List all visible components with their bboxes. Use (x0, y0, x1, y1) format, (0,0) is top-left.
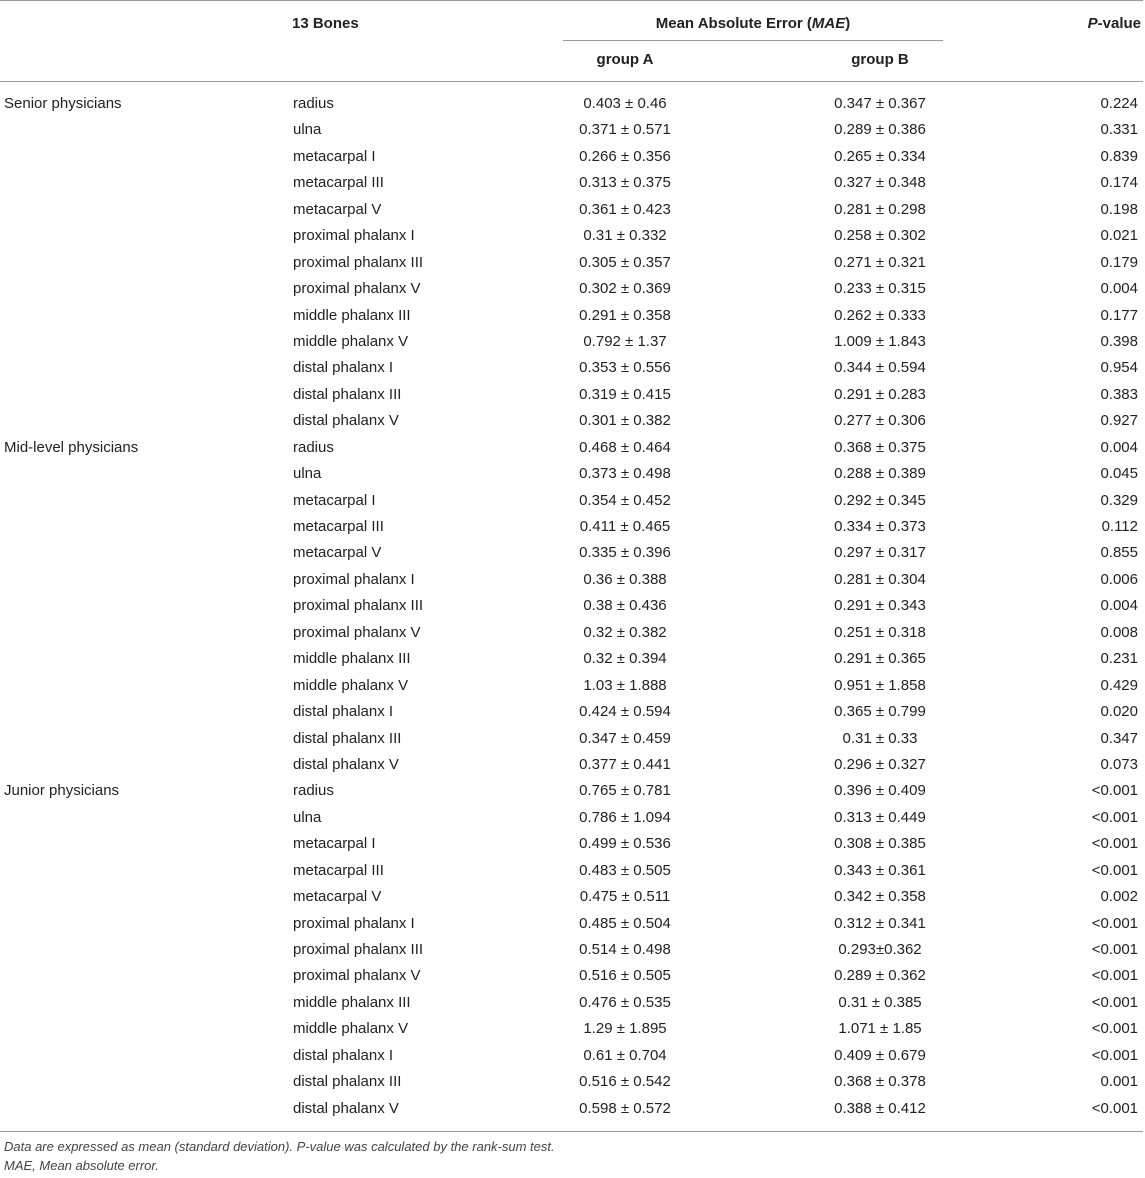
row-bone: middle phalanx V (293, 332, 409, 350)
row-group-b: 0.368 ± 0.378 (834, 1073, 926, 1091)
row-group-a: 0.371 ± 0.571 (579, 121, 671, 139)
table-row (0, 831, 1145, 857)
row-group-b: 0.951 ± 1.858 (834, 676, 926, 694)
row-group-b: 0.233 ± 0.315 (834, 280, 926, 298)
row-bone: proximal phalanx III (293, 941, 424, 958)
row-p-value: 0.398 (1100, 332, 1138, 350)
row-p-value: <0.001 (1091, 808, 1138, 826)
table-row (0, 620, 1145, 646)
row-bone: proximal phalanx V (293, 623, 421, 641)
table-row (0, 303, 1145, 329)
header-p-value (1088, 15, 1141, 32)
row-p-value: 0.179 (1100, 253, 1138, 271)
row-group-b: 0.313 ± 0.449 (834, 808, 926, 826)
row-bone: distal phalanx III (293, 729, 402, 747)
row-bone: metacarpal V (293, 200, 382, 218)
header-mae-prefix: Mean Absolute Error ( (655, 15, 812, 32)
header-rule (0, 81, 1143, 82)
table-row (0, 223, 1145, 249)
row-bone: proximal phalanx III (293, 253, 424, 271)
row-group-a: 0.319 ± 0.415 (579, 385, 671, 403)
row-bone: distal phalanx I (293, 1046, 394, 1064)
row-group-a: 0.516 ± 0.542 (579, 1073, 671, 1091)
row-group-a: 0.476 ± 0.535 (579, 993, 671, 1011)
row-p-value: <0.001 (1091, 993, 1138, 1011)
table-row (0, 990, 1145, 1016)
row-bone: distal phalanx I (293, 359, 394, 377)
row-bone: metacarpal III (293, 518, 384, 535)
row-bone: metacarpal III (293, 861, 384, 879)
row-group-a: 0.424 ± 0.594 (579, 703, 671, 721)
row-bone: metacarpal I (293, 835, 376, 853)
row-group-b: 0.31 ± 0.385 (838, 993, 922, 1011)
row-bone: radius (293, 438, 334, 456)
row-group-b: 0.312 ± 0.341 (834, 914, 926, 932)
row-group-b: 0.334 ± 0.373 (834, 518, 926, 535)
table-row (0, 805, 1145, 831)
table-row (0, 699, 1145, 725)
table-row (0, 937, 1145, 963)
row-bone: ulna (293, 121, 322, 139)
table-row (0, 514, 1145, 540)
row-p-value: 0.174 (1100, 174, 1138, 192)
row-p-value: 0.927 (1100, 412, 1138, 430)
row-bone: proximal phalanx I (293, 570, 415, 588)
row-p-value: 0.001 (1100, 1073, 1138, 1091)
row-group: Senior physicians (4, 95, 122, 112)
row-group-b: 0.281 ± 0.304 (834, 570, 926, 588)
row-group-b: 0.258 ± 0.302 (834, 227, 926, 245)
table-row (0, 540, 1145, 566)
row-group-b: 0.308 ± 0.385 (834, 835, 926, 853)
row-group: Mid-level physicians (4, 438, 139, 456)
row-group-b: 0.31 ± 0.33 (842, 729, 918, 747)
row-bone: ulna (293, 808, 322, 826)
row-bone: proximal phalanx V (293, 280, 421, 298)
row-group-b: 0.251 ± 0.318 (834, 623, 926, 641)
table-row (0, 276, 1145, 302)
table-row (0, 726, 1145, 752)
top-rule (0, 0, 1143, 1)
row-p-value: 0.020 (1100, 703, 1138, 721)
row-group-a: 0.354 ± 0.452 (579, 491, 671, 509)
row-bone: distal phalanx V (293, 1099, 399, 1117)
footnote-1: Data are expressed as mean (standard deviation). P-value was calculated by the rank-sum test. (4, 1139, 555, 1154)
row-group-b: 0.281 ± 0.298 (834, 200, 926, 218)
row-group-a: 0.302 ± 0.369 (579, 280, 671, 298)
row-bone: ulna (293, 465, 322, 483)
table-row (0, 197, 1145, 223)
header-mae-abbr: MAE (811, 15, 846, 32)
row-bone: middle phalanx III (293, 993, 411, 1011)
row-group-b: 0.293±0.362 (838, 941, 922, 958)
row-group-a: 0.31 ± 0.332 (583, 227, 667, 245)
row-group-a: 0.514 ± 0.498 (579, 941, 671, 958)
header-mae-suffix: ) (845, 15, 851, 32)
row-bone: distal phalanx I (293, 703, 394, 721)
table-row (0, 382, 1145, 408)
row-group-b: 1.071 ± 1.85 (838, 1020, 922, 1038)
table-row (0, 1069, 1145, 1095)
header-bones: 13 Bones (292, 15, 359, 32)
row-group-a: 0.313 ± 0.375 (579, 174, 671, 192)
row-bone: proximal phalanx I (293, 914, 415, 932)
row-group-a: 0.361 ± 0.423 (579, 200, 671, 218)
table-row (0, 911, 1145, 937)
row-group-a: 0.347 ± 0.459 (579, 729, 671, 747)
table-row (0, 1043, 1145, 1069)
row-group-b: 0.342 ± 0.358 (834, 888, 926, 906)
row-bone: metacarpal V (293, 888, 382, 906)
row-p-value: <0.001 (1091, 782, 1138, 800)
row-group-a: 1.03 ± 1.888 (583, 676, 667, 694)
row-group-b: 0.297 ± 0.317 (834, 544, 926, 562)
table-body (0, 91, 1145, 1122)
row-group-a: 0.377 ± 0.441 (579, 755, 671, 773)
row-p-value: 0.383 (1100, 385, 1138, 403)
row-group-b: 0.289 ± 0.386 (834, 121, 926, 139)
row-p-value: 0.021 (1100, 227, 1138, 245)
row-p-value: <0.001 (1091, 1020, 1138, 1038)
row-group-a: 0.305 ± 0.357 (579, 253, 671, 271)
row-p-value: 0.429 (1100, 676, 1138, 694)
row-p-value: 0.329 (1100, 491, 1138, 509)
table-row (0, 250, 1145, 276)
row-group-a: 0.36 ± 0.388 (583, 570, 667, 588)
row-group-b: 0.262 ± 0.333 (834, 306, 926, 324)
table-row (0, 858, 1145, 884)
row-group-b: 0.291 ± 0.283 (834, 385, 926, 403)
row-group-b: 0.296 ± 0.327 (834, 755, 926, 773)
row-p-value: 0.045 (1100, 465, 1138, 483)
row-bone: middle phalanx III (293, 650, 411, 668)
table-row (0, 461, 1145, 487)
row-group-b: 0.291 ± 0.343 (834, 597, 926, 615)
table-row (0, 778, 1145, 804)
row-group-a: 0.291 ± 0.358 (579, 306, 671, 324)
row-bone: proximal phalanx I (293, 227, 415, 245)
row-group-a: 0.353 ± 0.556 (579, 359, 671, 377)
row-group-b: 0.291 ± 0.365 (834, 650, 926, 668)
row-p-value: 0.006 (1100, 570, 1138, 588)
row-group-a: 0.38 ± 0.436 (583, 597, 667, 615)
row-group-b: 0.343 ± 0.361 (834, 861, 926, 879)
row-group-b: 0.347 ± 0.367 (834, 95, 926, 112)
row-p-value: <0.001 (1091, 835, 1138, 853)
row-p-value: <0.001 (1091, 861, 1138, 879)
table-row (0, 117, 1145, 143)
row-group-b: 0.265 ± 0.334 (834, 147, 926, 165)
table-row (0, 408, 1145, 434)
row-bone: middle phalanx V (293, 1020, 409, 1038)
row-p-value: <0.001 (1091, 967, 1138, 985)
row-bone: metacarpal III (293, 174, 384, 192)
row-group-a: 0.411 ± 0.465 (579, 518, 671, 535)
header-group-b: group B (851, 51, 909, 68)
row-p-value: <0.001 (1091, 1046, 1138, 1064)
header-group-a: group A (596, 51, 654, 68)
row-group-a: 0.32 ± 0.382 (583, 623, 667, 641)
table-row (0, 673, 1145, 699)
row-bone: middle phalanx V (293, 676, 409, 694)
row-group-b: 0.388 ± 0.412 (834, 1099, 926, 1117)
row-group-b: 0.365 ± 0.799 (834, 703, 926, 721)
header-p-rest: -value (1097, 15, 1141, 32)
row-group: Junior physicians (4, 782, 120, 800)
row-p-value: <0.001 (1091, 941, 1138, 958)
row-p-value: 0.177 (1100, 306, 1138, 324)
row-group-a: 1.29 ± 1.895 (583, 1020, 667, 1038)
row-group-b: 0.288 ± 0.389 (834, 465, 926, 483)
table-row (0, 593, 1145, 619)
table-row (0, 884, 1145, 910)
row-p-value: 0.004 (1100, 280, 1138, 298)
header-mae (563, 15, 943, 32)
row-p-value: 0.112 (1101, 518, 1138, 535)
table-row (0, 170, 1145, 196)
header-p-italic: P (1087, 15, 1098, 32)
table-row (0, 1096, 1145, 1122)
table-row (0, 355, 1145, 381)
row-p-value: 0.002 (1100, 888, 1138, 906)
row-group-a: 0.516 ± 0.505 (579, 967, 671, 985)
table-row (0, 488, 1145, 514)
row-group-a: 0.266 ± 0.356 (579, 147, 671, 165)
row-bone: distal phalanx V (293, 412, 399, 430)
table-row (0, 963, 1145, 989)
row-p-value: 0.231 (1100, 650, 1138, 668)
row-bone: middle phalanx III (293, 306, 411, 324)
row-p-value: 0.331 (1100, 121, 1138, 139)
row-bone: metacarpal I (293, 147, 376, 165)
row-p-value: 0.347 (1100, 729, 1138, 747)
row-group-b: 0.396 ± 0.409 (834, 782, 926, 800)
table-row (0, 144, 1145, 170)
row-group-a: 0.373 ± 0.498 (579, 465, 671, 483)
row-group-b: 0.344 ± 0.594 (834, 359, 926, 377)
row-group-b: 0.277 ± 0.306 (834, 412, 926, 430)
table-row (0, 752, 1145, 778)
row-bone: distal phalanx V (293, 755, 399, 773)
row-group-b: 1.009 ± 1.843 (834, 332, 926, 350)
row-bone: proximal phalanx III (293, 597, 424, 615)
row-group-b: 0.292 ± 0.345 (834, 491, 926, 509)
row-p-value: <0.001 (1091, 1099, 1138, 1117)
footnote-2: MAE, Mean absolute error. (4, 1158, 159, 1173)
row-p-value: 0.004 (1100, 597, 1138, 615)
row-group-a: 0.403 ± 0.46 (583, 95, 667, 112)
row-group-a: 0.61 ± 0.704 (583, 1046, 667, 1064)
table-row (0, 435, 1145, 461)
row-p-value: 0.198 (1100, 200, 1138, 218)
row-group-a: 0.475 ± 0.511 (579, 888, 671, 906)
row-group-b: 0.327 ± 0.348 (834, 174, 926, 192)
row-bone: distal phalanx III (293, 385, 402, 403)
row-bone: radius (293, 95, 334, 112)
row-group-a: 0.765 ± 0.781 (579, 782, 671, 800)
table-row (0, 91, 1145, 117)
table-row (0, 1016, 1145, 1042)
row-group-a: 0.499 ± 0.536 (579, 835, 671, 853)
row-bone: distal phalanx III (293, 1073, 402, 1091)
row-group-b: 0.289 ± 0.362 (834, 967, 926, 985)
row-p-value: 0.954 (1100, 359, 1138, 377)
row-bone: metacarpal I (293, 491, 376, 509)
mae-span-rule (563, 40, 943, 41)
row-group-a: 0.485 ± 0.504 (579, 914, 671, 932)
row-group-a: 0.301 ± 0.382 (579, 412, 671, 430)
table-row (0, 646, 1145, 672)
row-p-value: 0.008 (1100, 623, 1138, 641)
row-group-a: 0.792 ± 1.37 (583, 332, 667, 350)
row-p-value: 0.224 (1100, 95, 1138, 112)
row-group-b: 0.409 ± 0.679 (834, 1046, 926, 1064)
row-p-value: 0.855 (1100, 544, 1138, 562)
row-group-a: 0.335 ± 0.396 (579, 544, 671, 562)
row-group-a: 0.786 ± 1.094 (579, 808, 671, 826)
table-row (0, 329, 1145, 355)
footer-rule (0, 1131, 1143, 1132)
row-group-a: 0.483 ± 0.505 (579, 861, 671, 879)
row-bone: radius (293, 782, 334, 800)
row-group-a: 0.598 ± 0.572 (579, 1099, 671, 1117)
row-p-value: 0.004 (1100, 438, 1138, 456)
row-p-value: 0.073 (1100, 755, 1138, 773)
row-p-value: <0.001 (1091, 914, 1138, 932)
row-bone: proximal phalanx V (293, 967, 421, 985)
row-group-a: 0.32 ± 0.394 (583, 650, 667, 668)
table-row (0, 567, 1145, 593)
row-group-a: 0.468 ± 0.464 (579, 438, 671, 456)
row-p-value: 0.839 (1100, 147, 1138, 165)
row-group-b: 0.368 ± 0.375 (834, 438, 926, 456)
row-bone: metacarpal V (293, 544, 382, 562)
row-group-b: 0.271 ± 0.321 (834, 253, 926, 271)
